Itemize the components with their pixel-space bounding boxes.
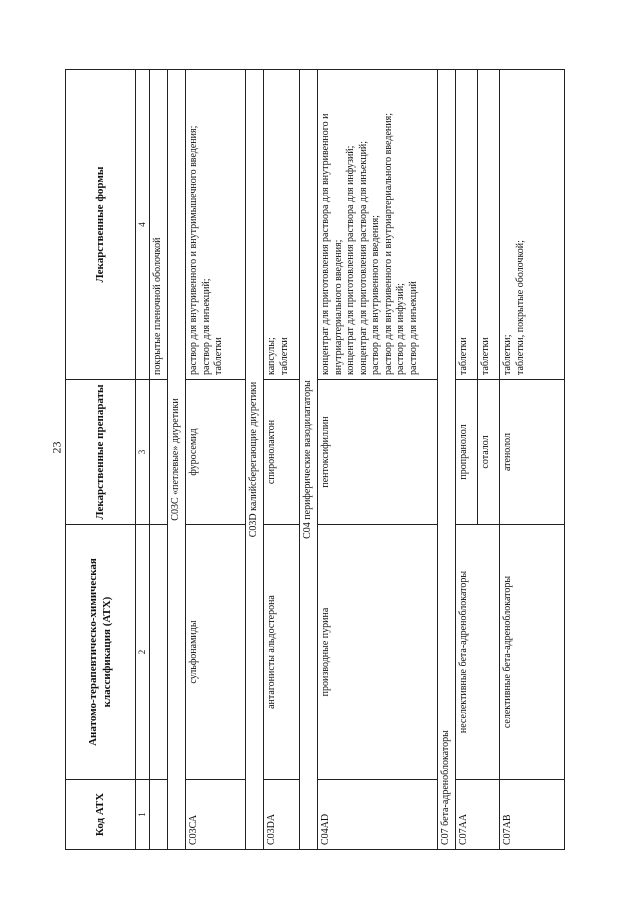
- forms-cell: [264, 70, 300, 380]
- forms-cell: таблетки: [456, 70, 478, 380]
- classification-cell: неселективные бета-адреноблокаторы: [456, 525, 500, 780]
- preparation-cell: пропранолол: [456, 380, 478, 525]
- classification-cell: антагонисты альдостерона: [264, 525, 300, 780]
- form-line: раствор для инъекций: [407, 281, 419, 375]
- table-row: [456, 70, 478, 850]
- form-line: таблетки: [278, 337, 290, 375]
- column-number: 2: [136, 525, 150, 780]
- classification-cell: сульфонамиды: [186, 525, 246, 780]
- page-number: 23: [49, 441, 64, 454]
- classification-cell: производные пурина: [318, 525, 438, 780]
- preparation-cell: пентоксифиллин: [318, 380, 438, 525]
- column-number: 1: [136, 780, 150, 850]
- forms-cell: [318, 70, 438, 380]
- group-label: С07 бета-адреноблокаторы: [438, 70, 456, 850]
- form-line: концентрат для приготовления раствора для внутривенного и внутриартериального введения;: [320, 113, 344, 375]
- group-row: [438, 70, 456, 850]
- preparation-cell: спиронолактон: [264, 380, 300, 525]
- header-forms: Лекарственные формы: [66, 70, 136, 380]
- code-cell: С03СА: [186, 780, 246, 850]
- group-row: [300, 70, 318, 850]
- form-line: таблетки;: [502, 334, 514, 375]
- group-label: С04 периферические вазодилататоры: [300, 70, 318, 850]
- preparation-cell: фуросемид: [186, 380, 246, 525]
- group-row: [246, 70, 264, 850]
- group-row: [168, 70, 186, 850]
- form-line: таблетки, покрытые оболочкой;: [514, 240, 526, 375]
- drug-table: [65, 69, 565, 850]
- column-number: 3: [136, 380, 150, 525]
- forms-cell: [186, 70, 246, 380]
- code-cell: С04АD: [318, 780, 438, 850]
- preparation-cell: соталол: [478, 380, 500, 525]
- preparation-cell: атенолол: [500, 380, 565, 525]
- header-row: [66, 70, 136, 850]
- header-classification: Анатомо-терапевтическо-химическая классификация (АТХ): [66, 525, 136, 780]
- form-line: раствор для инъекций;: [200, 278, 212, 375]
- forms-cell: таблетки: [478, 70, 500, 380]
- table-row: [318, 70, 438, 850]
- form-line: капсулы;: [266, 337, 278, 375]
- form-line: таблетки: [213, 337, 225, 375]
- table-row: [186, 70, 246, 850]
- table-row: [150, 70, 168, 850]
- column-number-row: [136, 70, 150, 850]
- form-line: концентрат для приготовления раствора для инъекций;: [357, 140, 369, 375]
- column-number: 4: [136, 70, 150, 380]
- table-row: [264, 70, 300, 850]
- form-line: концентрат для приготовления раствора для инфузий;: [345, 145, 357, 375]
- code-cell: С07АВ: [500, 780, 565, 850]
- drug-table-wrapper: [65, 70, 565, 850]
- form-line: раствор для внутривенного и внутримышечного введения;: [188, 125, 200, 375]
- group-label: С03С «петлевые» диуретики: [168, 70, 186, 850]
- table-row: [500, 70, 565, 850]
- form-line: раствор для внутривенного введения;: [370, 215, 382, 375]
- forms-cell: [500, 70, 565, 380]
- code-cell: С07АА: [456, 780, 500, 850]
- header-code: Код АТХ: [66, 780, 136, 850]
- forms-cell: покрытые пленочной оболочкой: [150, 70, 168, 380]
- form-line: раствор для внутривенного и внутриартериального введения;: [382, 113, 394, 375]
- form-line: раствор для инфузий;: [395, 283, 407, 375]
- classification-cell: селективные бета-адреноблокаторы: [500, 525, 565, 780]
- header-preparations: Лекарственные препараты: [66, 380, 136, 525]
- code-cell: С03DА: [264, 780, 300, 850]
- group-label: С03D калийсберегающие диуретики: [246, 70, 264, 850]
